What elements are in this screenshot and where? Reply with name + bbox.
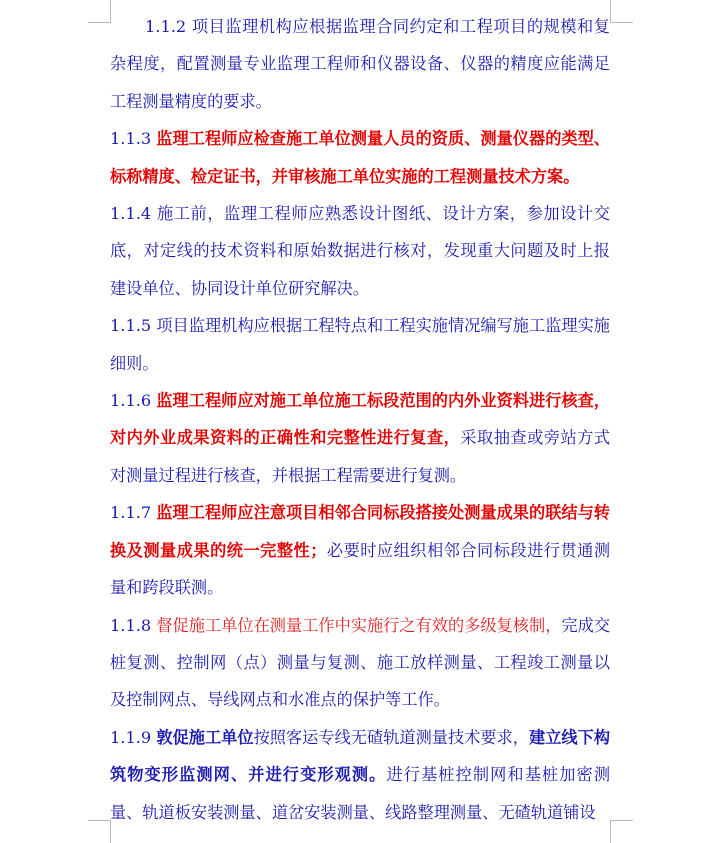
page-corner-mark-top-left [88,0,111,23]
document-body [110,8,610,831]
paragraph-text-run: 监理工程师应注意项目相邻合同标段搭接处测量成果的联结与转换及测量成果的统一完整性； [110,503,610,560]
paragraph-text-run: 敦促施工单位 [156,727,254,747]
paragraph-text-run: 1.1.3 [110,129,157,149]
paragraph-text-run: 1.1.7 [110,503,157,523]
paragraph-text-run: 采取抽查或旁站方式对测量过程进行核查，并根据工程需要进行复测。 [110,428,611,485]
paragraph-text-run: 按照客运专线无碴轨道测量技术要求， [253,727,530,747]
page-corner-mark-bottom-left [88,820,111,843]
paragraph-text-run: 督促施工单位在测量工作中实施行之有效的多级复核制， [156,615,562,635]
paragraph [110,494,610,606]
page-corner-mark-top-right [610,0,633,23]
paragraph [110,719,610,831]
paragraph [110,382,610,494]
paragraph-text-run: 监理工程师应检查施工单位测量人员的资质、测量仪器的类型、标称精度、检定证书，并审核施工单位实施的工程测量技术方案。 [110,129,610,186]
paragraph [110,120,610,195]
paragraph-text-run: 1.1.4 施工前，监理工程师应熟悉设计图纸、设计方案，参加设计交底，对定线的技术资料和原始数据进行核对，发现重大问题及时上报建设单位、协同设计单位研究解决。 [110,204,610,298]
paragraph-text-run: 建立线下构筑物变形监测网、并进行变形观测。 [110,727,611,785]
page-corner-mark-bottom-right [610,820,633,843]
paragraph-text-run: 1.1.2 项目监理机构应根据监理合同约定和工程项目的规模和复杂程度，配置测量专业监理工程师和仪器设备、仪器的精度应能满足工程测量精度的要求。 [110,17,610,111]
paragraph [110,8,610,120]
paragraph [110,195,610,307]
paragraph-text-run: 进行基桩控制网和基桩加密测量、轨道板安装测量、道岔安装测量、线路整理测量、无碴轨道铺设 [110,765,611,822]
paragraph-text-run: 1.1.6 [110,391,157,411]
paragraph [110,607,610,719]
paragraph-text-run: 必要时应组织相邻合同标段进行贯通测量和跨段联测。 [110,540,611,598]
paragraph-text-run: 完成交桩复测、控制网（点）测量与复测、施工放样测量、工程竣工测量以及控制网点、导线网点和水准点的保护等工作。 [110,615,611,710]
paragraph-text-run: 监理工程师应对施工单位施工标段范围的内外业资料进行核查，对内外业成果资料的正确性和完整性进行复查， [110,391,610,448]
paragraph-text-run: 1.1.9 [110,727,157,747]
paragraph-text-run: 1.1.8 [110,615,157,635]
paragraph-text-run: 1.1.5 项目监理机构应根据工程特点和工程实施情况编写施工监理实施细则。 [110,316,610,373]
paragraph [110,307,610,382]
